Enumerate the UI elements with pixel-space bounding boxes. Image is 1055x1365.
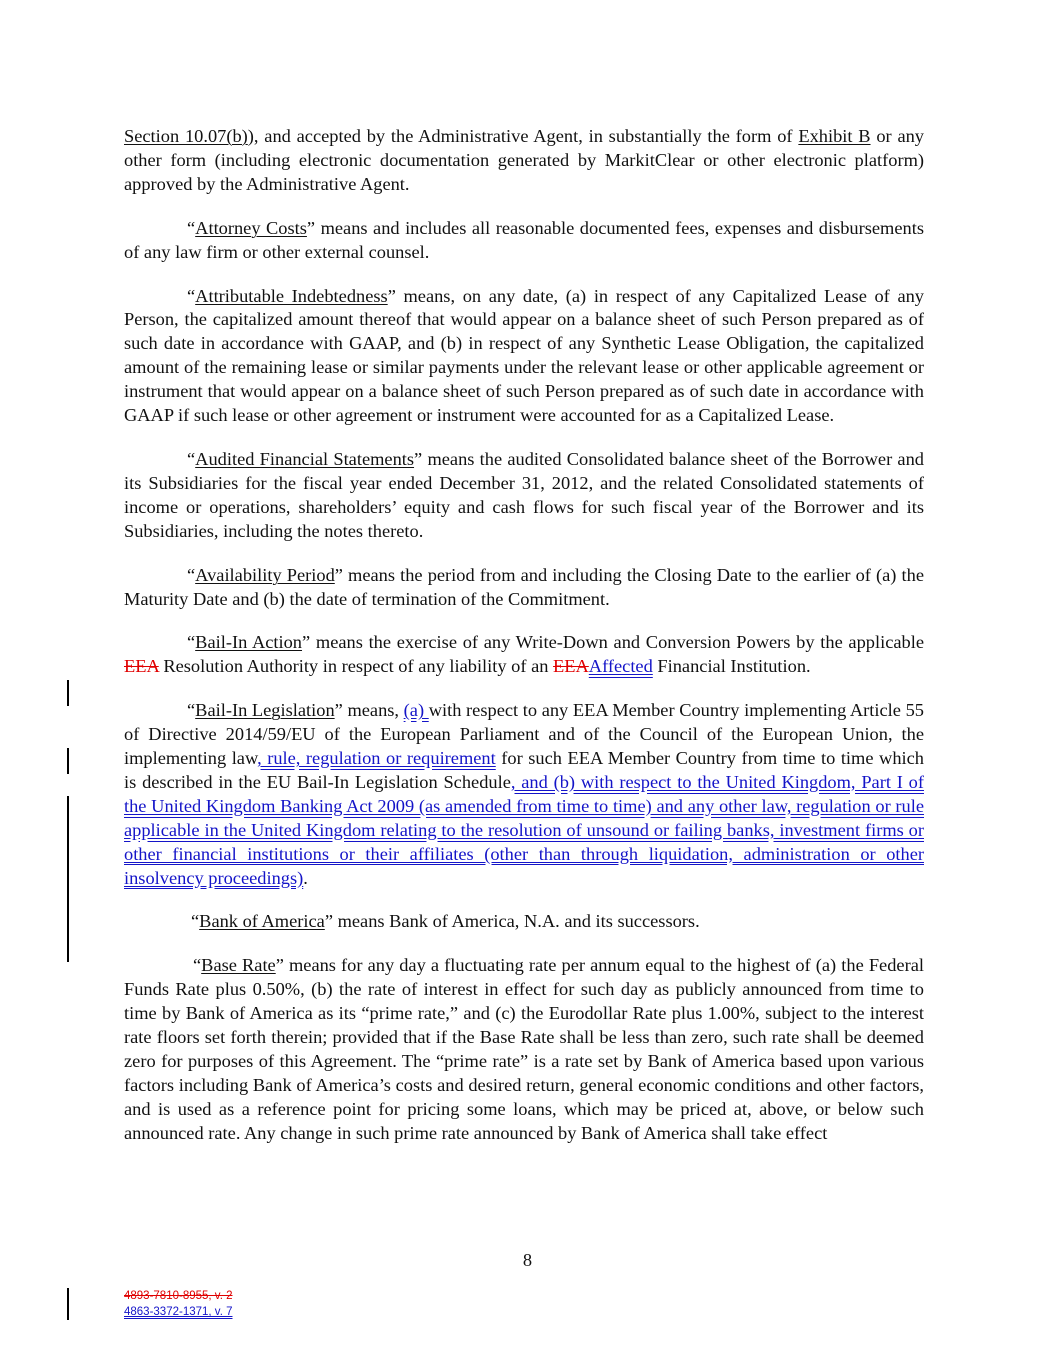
change-bar-bail-in-legislation-1 bbox=[67, 748, 69, 774]
defined-term: Availability Period bbox=[195, 564, 335, 585]
inserted-text: Affected bbox=[588, 656, 653, 677]
defined-term: Bank of America bbox=[199, 911, 325, 932]
definition-bail-in-legislation: “Bail-In Legislation” means, (a) with respect to any EEA Member Country implementing Article 55 of Directive 2014/59/EU of the European Parliament and of the Council of the European Union, the implementing law, rule, regulation or requirement for such EEA Member Country from time to time which is described in the EU Bail-In Legislation Schedule, and (b) with respect to the United Kingdom, Part I of the United Kingdom Banking Act 2009 (as amended from time to time) and any other law, regulation or rule applicable in the United Kingdom relating to the resolution of unsound or failing banks, investment firms or other financial institutions or their affiliates (other than through liquidation, administration or other insolvency proceedings). bbox=[124, 700, 924, 888]
definition-base-rate: “Base Rate” means for any day a fluctuating rate per annum equal to the highest of (a) the Federal Funds Rate plus 0.50%, (b) the rate of interest in effect for such day as publicly announced from time to time by Bank of America as its “prime rate,” and (c) the Eurodollar Rate plus 1.00%, subject to the interest rate floors set forth therein; provided that if the Base Rate shall be less than zero, such rate shall be deemed zero for purposes of this Agreement. The “prime rate” is a rate set by Bank of America based upon various factors including Bank of America’s costs and desired return, general economic conditions and other factors, and is used as a reference point for pricing some loans, which may be priced at, above, or below such announced rate. Any change in such prime rate announced by Bank of America shall take effect bbox=[124, 955, 924, 1143]
defined-term: Bail-In Action bbox=[195, 632, 303, 653]
section-reference: Section 10.07(b) bbox=[124, 126, 248, 146]
deleted-text: EEA bbox=[124, 656, 159, 677]
continued-paragraph: Section 10.07(b)), and accepted by the Administrative Agent, in substantially the form of Exhibit B or any other form (including electronic documentation generated by MarkitClear or other electronic platform) approved by the Administrative Agent. bbox=[124, 126, 924, 194]
defined-term: Bail-In Legislation bbox=[195, 700, 335, 721]
change-bar-bail-in-legislation-2 bbox=[67, 796, 69, 962]
defined-term: Base Rate bbox=[201, 955, 276, 976]
change-bar-bail-in-action bbox=[67, 680, 69, 706]
old-document-id: 4893-7810-8955, v. 2 bbox=[124, 1290, 233, 1302]
change-bar-footer bbox=[67, 1288, 69, 1320]
inserted-text: , rule, regulation or requirement bbox=[257, 748, 496, 769]
deleted-text: EEA bbox=[553, 656, 589, 677]
definition-audited-financial-statements: “Audited Financial Statements” means the audited Consolidated balance sheet of the Borrower and its Subsidiaries for the fiscal year ended December 31, 2012, and the related Consolidated statements of income or operations, shareholders’ equity and cash flows for such fiscal year of the Borrower and its Subsidiaries, including the notes thereto. bbox=[124, 448, 924, 541]
exhibit-reference: Exhibit B bbox=[798, 126, 871, 146]
document-footer bbox=[124, 1288, 232, 1320]
defined-term: Audited Financial Statements bbox=[195, 448, 415, 469]
page-number: 8 bbox=[522, 1250, 533, 1270]
definition-attributable-indebtedness: “Attributable Indebtedness” means, on any date, (a) in respect of any Capitalized Lease of any Person, the capitalized amount thereof that would appear on a balance sheet of such Person prepared as of such date in accordance with GAAP, and (b) in respect of any Synthetic Lease Obligation, the capitalized amount of the remaining lease or similar payments under the relevant lease or other applicable agreement or instrument that would appear on a balance sheet of such Person prepared as of such date in accordance with GAAP if such lease or other agreement or instrument were accounted for as a Capitalized Lease. bbox=[124, 285, 924, 426]
definition-attorney-costs: “Attorney Costs” means and includes all reasonable documented fees, expenses and disbursements of any law firm or other external counsel. bbox=[124, 217, 924, 262]
defined-term: Attorney Costs bbox=[195, 217, 307, 238]
inserted-text: , and (b) with respect to the United Kingdom, Part I of the United Kingdom Banking Act 2009 (as amended from time to time) and any other law, regulation or rule applicable in the United Kingdom relating to the resolution of unsound or failing banks, investment firms or other financial institutions or their affiliates (other than through liquidation, administration or other insolvency proceedings) bbox=[124, 771, 924, 888]
definition-availability-period: “Availability Period” means the period from and including the Closing Date to the earlier of (a) the Maturity Date and (b) the date of termination of the Commitment. bbox=[124, 564, 924, 609]
document-page bbox=[124, 125, 924, 1166]
definition-bank-of-america: “Bank of America” means Bank of America, N.A. and its successors. bbox=[191, 911, 700, 932]
definition-bail-in-action: “Bail-In Action” means the exercise of any Write-Down and Conversion Powers by the applicable EEA Resolution Authority in respect of any liability of an EEAAffected Financial Institution. bbox=[124, 632, 924, 677]
inserted-text: (a) bbox=[403, 700, 429, 721]
new-document-id: 4863-3372-1371, v. 7 bbox=[124, 1306, 233, 1318]
defined-term: Attributable Indebtedness bbox=[195, 285, 388, 306]
